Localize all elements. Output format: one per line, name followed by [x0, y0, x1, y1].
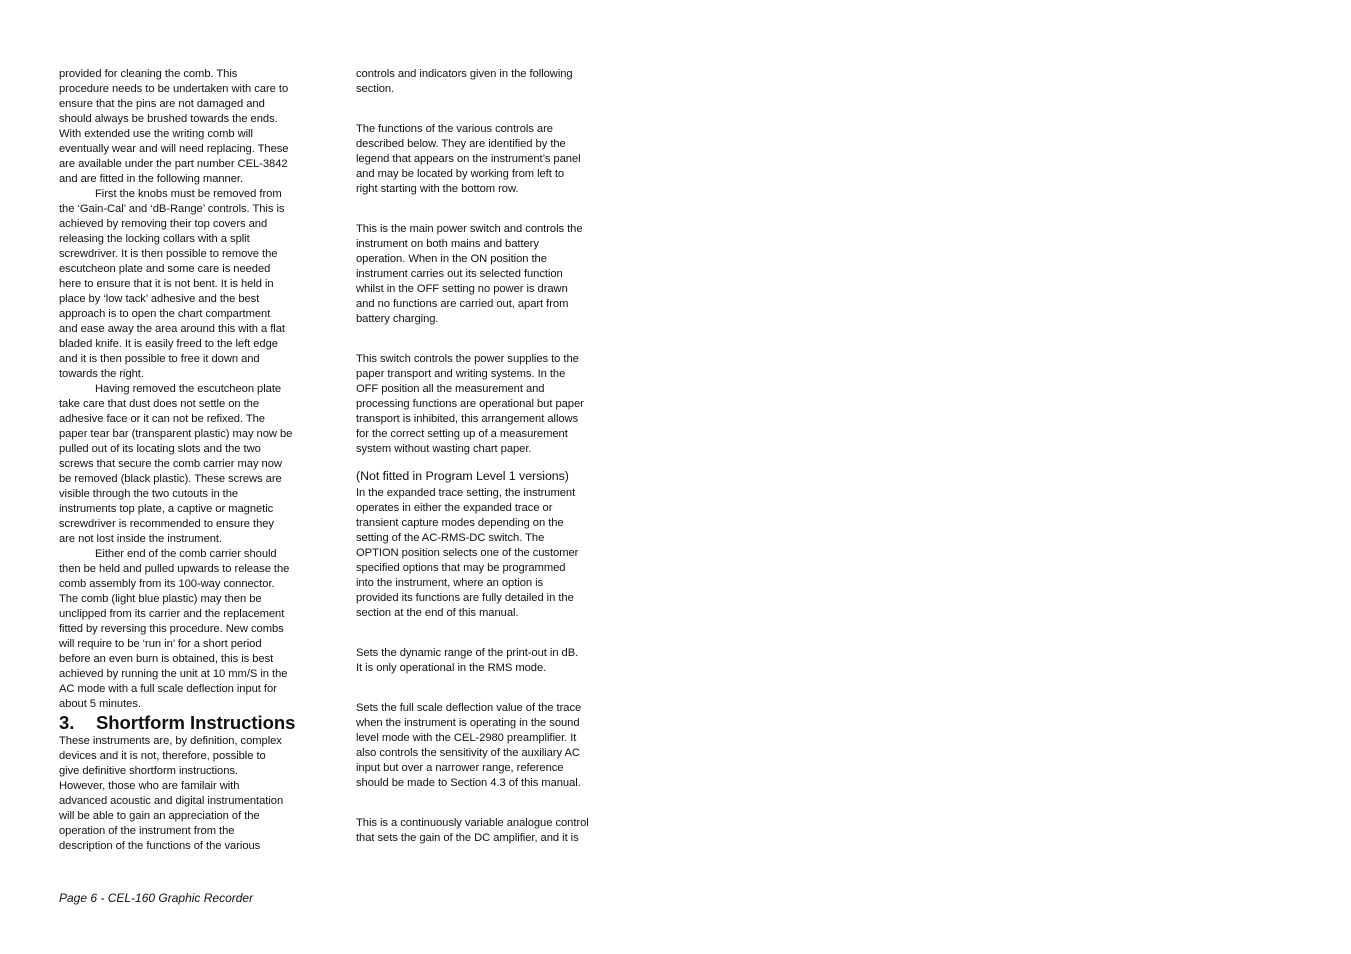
text-line: setting of the AC-RMS-DC switch. The — [356, 532, 545, 544]
text-line: section. — [356, 83, 395, 95]
text-line: operation of the instrument from the — [59, 825, 235, 837]
text-line: are available under the part number CEL-3842 — [59, 158, 288, 170]
text-line: paper tear bar (transparent plastic) may now be — [59, 428, 293, 440]
text-line: give definitive shortform instructions. — [59, 765, 238, 777]
text-line: These instruments are, by definition, complex — [59, 735, 282, 747]
right-column — [356, 67, 624, 846]
section-heading — [59, 712, 329, 734]
spacer — [356, 791, 624, 816]
text-line: that sets the gain of the DC amplifier, and it is — [356, 832, 579, 844]
text-line: releasing the locking collars with a split — [59, 233, 250, 245]
text-line: specified options that may be programmed — [356, 562, 566, 574]
text-line: Having removed the escutcheon plate — [95, 383, 282, 395]
text-line: screwdriver. It is then possible to remove the — [59, 248, 278, 260]
text-line: advanced acoustic and digital instrumentation — [59, 795, 284, 807]
paragraph-controls-intro — [356, 67, 624, 97]
text-line: and ease away the area around this with a flat — [59, 323, 285, 335]
text-line: and are fitted in the following manner. — [59, 173, 244, 185]
text-line: fitted by reversing this procedure. New combs — [59, 623, 284, 635]
section-title: Shortform Instructions — [96, 712, 296, 733]
text-line: for the correct setting up of a measurement — [356, 428, 568, 440]
text-line: approach is to open the chart compartment — [59, 308, 271, 320]
text-line: system without wasting chart paper. — [356, 443, 532, 455]
text-line: paper transport and writing systems. In the — [356, 368, 566, 380]
text-line: and it is then possible to free it down and — [59, 353, 260, 365]
text-line: AC mode with a full scale deflection input for — [59, 683, 277, 695]
paragraph-functions-described — [356, 122, 624, 197]
paragraph-gain-cal — [356, 701, 624, 791]
page-footer: Page 6 - CEL-160 Graphic Recorder — [59, 891, 254, 905]
text-line: be removed (black plastic). These screws are — [59, 473, 282, 485]
text-line: input but over a narrower range, reference — [356, 762, 564, 774]
text-line: here to ensure that it is not bent. It is held in — [59, 278, 274, 290]
text-line: and may be located by working from left to — [356, 168, 565, 180]
text-line: This is a continuously variable analogue control — [356, 817, 589, 829]
spacer — [356, 327, 624, 352]
text-line: take care that dust does not settle on the — [59, 398, 260, 410]
text-line: operates in either the expanded trace or — [356, 502, 553, 514]
text-line: when the instrument is operating in the sound — [356, 717, 580, 729]
text-line: comb assembly from its 100-way connector. — [59, 578, 275, 590]
text-line: eventually wear and will need replacing. These — [59, 143, 289, 155]
program-level-note: (Not fitted in Program Level 1 versions) — [356, 469, 569, 483]
paragraph-shortform-intro — [59, 734, 329, 854]
paragraph-db-range — [356, 646, 624, 676]
text-line: achieved by running the unit at 10 mm/S in the — [59, 668, 288, 680]
paragraph-power-switch — [356, 222, 624, 327]
text-line: should be made to Section 4.3 of this manual. — [356, 777, 581, 789]
text-line: before an even burn is obtained, this is best — [59, 653, 274, 665]
text-line: level mode with the CEL-2980 preamplifier. It — [356, 732, 577, 744]
spacer — [356, 676, 624, 701]
text-line: ensure that the pins are not damaged and — [59, 98, 265, 110]
text-line: OFF position all the measurement and — [356, 383, 545, 395]
text-line: instrument carries out its selected function — [356, 268, 563, 280]
spacer — [356, 457, 624, 465]
text-line: are not lost inside the instrument. — [59, 533, 223, 545]
text-line: The functions of the various controls are — [356, 123, 553, 135]
left-column — [59, 67, 329, 854]
text-line: unclipped from its carrier and the replacement — [59, 608, 285, 620]
text-line: achieved by removing their top covers and — [59, 218, 268, 230]
text-line: This switch controls the power supplies to the — [356, 353, 579, 365]
text-line: battery charging. — [356, 313, 439, 325]
text-line: Either end of the comb carrier should — [95, 548, 277, 560]
text-line: towards the right. — [59, 368, 144, 380]
spacer — [356, 197, 624, 222]
paragraph-paper-transport-switch — [356, 352, 624, 457]
text-line: instrument on both mains and battery — [356, 238, 539, 250]
text-line: However, those who are familair with — [59, 780, 240, 792]
text-line: about 5 minutes. — [59, 698, 141, 710]
text-line: pulled out of its locating slots and the two — [59, 443, 261, 455]
text-line: section at the end of this manual. — [356, 607, 519, 619]
text-line: description of the functions of the various — [59, 840, 261, 852]
text-line: operation. When in the ON position the — [356, 253, 547, 265]
paragraph-replace-comb — [59, 547, 329, 712]
text-line: the ‘Gain-Cal’ and ‘dB-Range’ controls. This is — [59, 203, 285, 215]
text-line: Sets the dynamic range of the print-out in dB. — [356, 647, 579, 659]
text-line: escutcheon plate and some care is needed — [59, 263, 271, 275]
text-line: OPTION position selects one of the customer — [356, 547, 579, 559]
text-line: devices and it is not, therefore, possible to — [59, 750, 266, 762]
text-line: With extended use the writing comb will — [59, 128, 253, 140]
text-line: screwdriver is recommended to ensure they — [59, 518, 274, 530]
text-line: and no functions are carried out, apart from — [356, 298, 569, 310]
text-line: also controls the sensitivity of the auxiliary AC — [356, 747, 580, 759]
section-number: 3. — [59, 712, 75, 733]
text-line: In the expanded trace setting, the instrument — [356, 487, 576, 499]
text-line: Sets the full scale deflection value of the trace — [356, 702, 582, 714]
text-line: procedure needs to be undertaken with care to — [59, 83, 289, 95]
text-line: legend that appears on the instrument’s panel — [356, 153, 581, 165]
text-line: bladed knife. It is easily freed to the left edge — [59, 338, 278, 350]
text-line: visible through the two cutouts in the — [59, 488, 239, 500]
text-line: provided for cleaning the comb. This — [59, 68, 238, 80]
text-line: should always be brushed towards the ends. — [59, 113, 278, 125]
text-line: controls and indicators given in the following — [356, 68, 573, 80]
text-line: transport is inhibited, this arrangement allows — [356, 413, 579, 425]
text-line: whilst in the OFF setting no power is drawn — [356, 283, 568, 295]
spacer — [356, 621, 624, 646]
text-line: transient capture modes depending on the — [356, 517, 564, 529]
text-line: right starting with the bottom row. — [356, 183, 519, 195]
text-line: processing functions are operational but paper — [356, 398, 584, 410]
text-line: provided its functions are fully detailed in the — [356, 592, 574, 604]
text-line: The comb (light blue plastic) may then be — [59, 593, 262, 605]
text-line: then be held and pulled upwards to release the — [59, 563, 290, 575]
text-line: place by ‘low tack’ adhesive and the best — [59, 293, 260, 305]
text-line: will require to be ‘run in’ for a short period — [59, 638, 262, 650]
paragraph-expanded-trace — [356, 486, 624, 621]
text-line: It is only operational in the RMS mode. — [356, 662, 547, 674]
spacer — [356, 97, 624, 122]
text-line: described below. They are identified by the — [356, 138, 566, 150]
text-line: screws that secure the comb carrier may now — [59, 458, 282, 470]
text-line: adhesive face or it can not be refixed. The — [59, 413, 265, 425]
text-line: instruments top plate, a captive or magnetic — [59, 503, 274, 515]
text-line: This is the main power switch and controls the — [356, 223, 583, 235]
text-line: will be able to gain an appreciation of the — [59, 810, 260, 822]
paragraph-comb-cleaning — [59, 67, 329, 187]
paragraph-dc-gain — [356, 816, 624, 846]
text-line: First the knobs must be removed from — [95, 188, 282, 200]
text-line: into the instrument, where an option is — [356, 577, 544, 589]
paragraph-remove-knobs — [59, 187, 329, 382]
paragraph-remove-escutcheon — [59, 382, 329, 547]
